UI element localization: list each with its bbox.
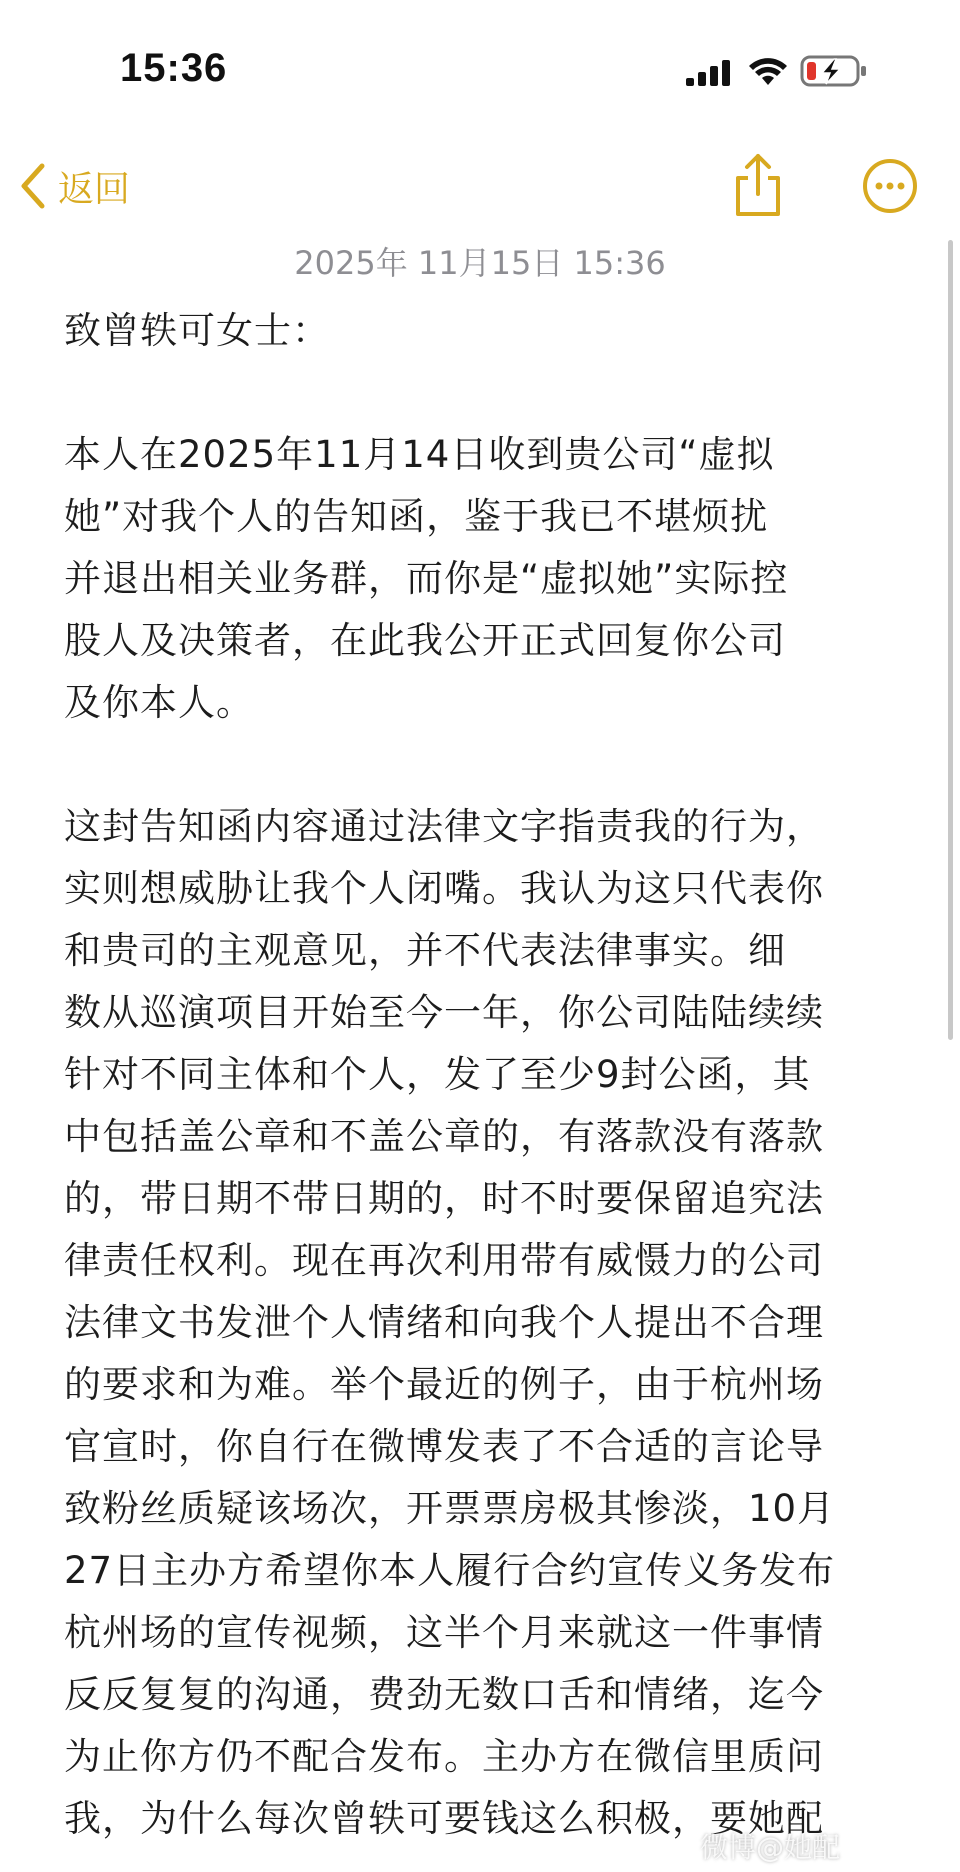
share-button[interactable]	[728, 150, 788, 220]
signal-icon	[684, 58, 736, 88]
scrollbar[interactable]	[948, 240, 953, 1040]
share-icon	[728, 150, 788, 220]
note-paragraph: 这封告知函内容通过法律文字指责我的行为， 实则想威胁让我个人闭嘴。我认为这只代表你 和贵司的主观意见，并不代表法律事实。细 数从巡演项目开始至今一年，你公司陆陆续续 针对不同主体和个人，发了至少9封公函，其 中包括盖公章和不盖公章的，有落款没有落款 的，带日期不带日期的，时不时要保留追究法 律责任权利。现在再次利用带有威慑力的公司 法律文书发泄个人情绪和向我个人提出不合理 的要求和为难。举个最近的例子，由于杭州场 官宣时，你自行在微博发表了不合适的言论导 致粉丝质疑该场次，开票票房极其惨淡，10月 27日主办方希望你本人履行合约宣传义务发布 杭州场的宣传视频，这半个月来就这一件事情 反反复复的沟通，费劲无数口舌和情绪，迄今 为止你方仍不配合发布。主办方在微信里质问 我，为什么每次曾轶可要钱这么积极，要她配	[64, 805, 836, 1840]
nav-bar	[0, 150, 960, 220]
back-label: 返回	[58, 168, 131, 210]
more-icon	[860, 156, 920, 216]
battery-charging-icon	[800, 54, 868, 88]
back-button[interactable]	[18, 158, 130, 214]
chevron-left-icon	[18, 162, 48, 210]
watermark: 微博@她配	[700, 1831, 841, 1864]
status-icons	[684, 52, 884, 92]
note-paragraph: 本人在2025年11月14日收到贵公司“虚拟 她”对我个人的告知函，鉴于我已不堪烦扰 并退出相关业务群，而你是“虚拟她”实际控 股人及决策者，在此我公开正式回复你公司 及你本人。	[64, 433, 789, 724]
note-body[interactable]	[64, 300, 914, 1850]
status-time: 15:36	[120, 46, 228, 90]
wifi-icon	[748, 56, 788, 88]
status-bar	[0, 0, 960, 120]
more-button[interactable]	[860, 156, 920, 216]
note-greeting: 致曾轶可女士：	[64, 309, 330, 352]
note-date: 2025年 11月15日 15:36	[294, 244, 666, 282]
